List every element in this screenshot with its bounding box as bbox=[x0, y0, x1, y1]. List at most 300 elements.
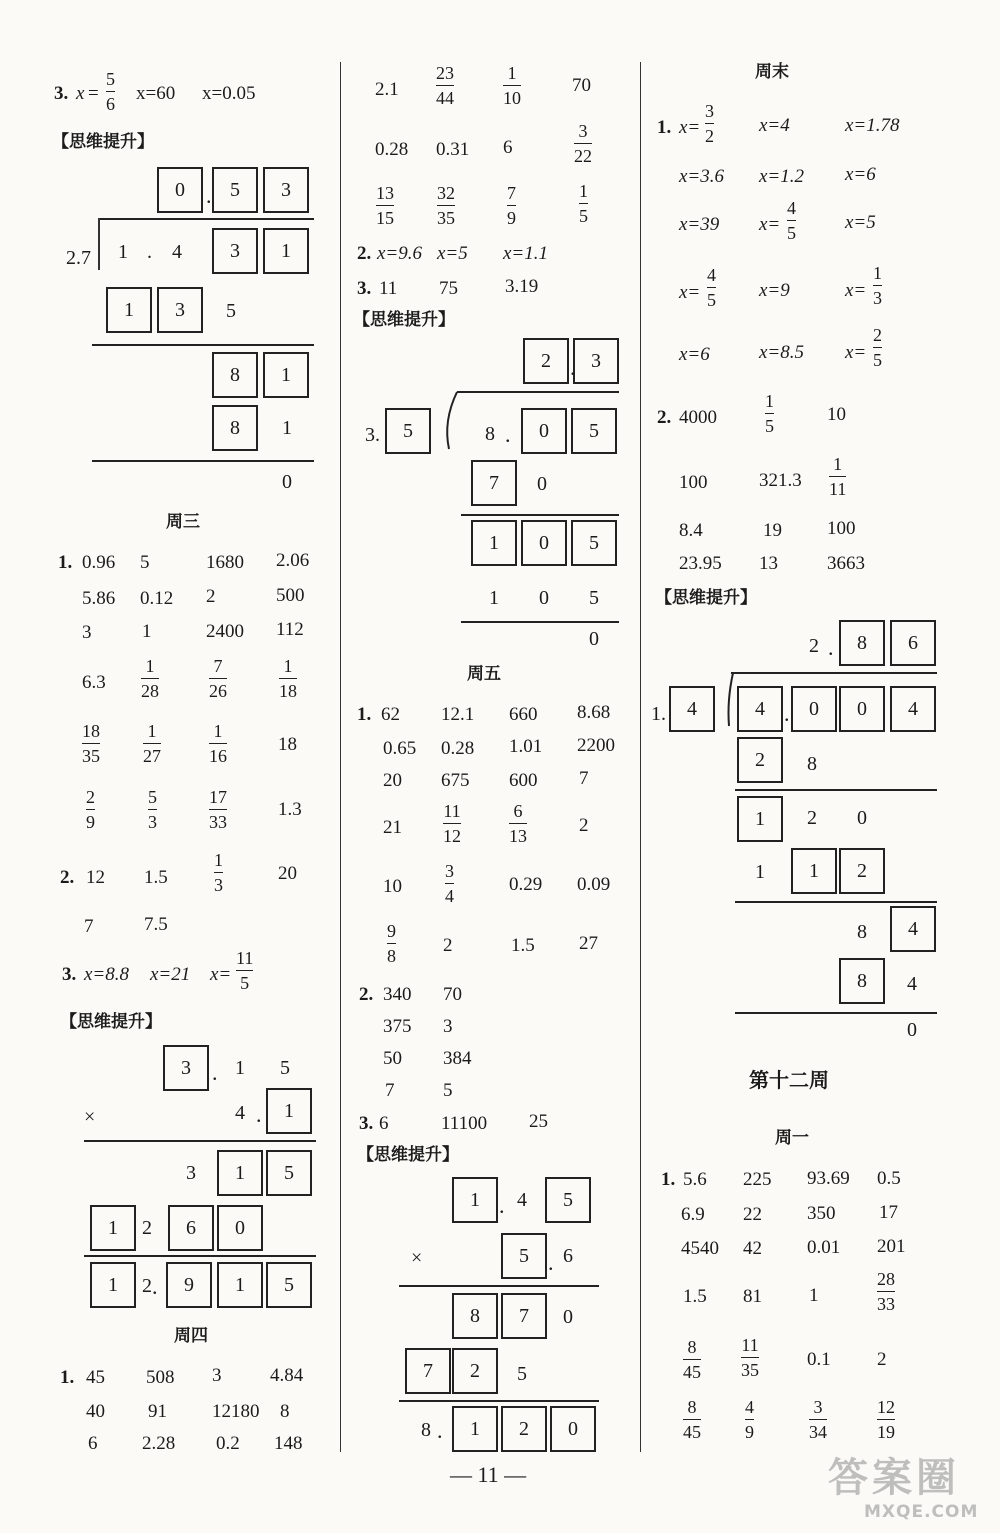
answer: 12.1 bbox=[441, 704, 475, 725]
column-3 bbox=[645, 0, 1000, 1533]
question-number: 3. bbox=[62, 964, 77, 985]
digit: 3 bbox=[186, 1162, 196, 1184]
division-bracket bbox=[723, 672, 737, 728]
answer-box: 0 bbox=[521, 408, 567, 454]
answer: 1.5 bbox=[144, 867, 168, 888]
subtract-line bbox=[735, 789, 937, 791]
answer-box: 8 bbox=[839, 620, 885, 666]
decimal-point: . bbox=[548, 1250, 554, 1275]
digit: 2 bbox=[142, 1217, 152, 1239]
answer: 3663 bbox=[827, 553, 865, 574]
watermark-text: 答案圈 bbox=[828, 1455, 960, 1501]
answer-box: 5 bbox=[385, 408, 431, 454]
answer: 384 bbox=[443, 1048, 472, 1069]
answer: x=39 bbox=[679, 214, 720, 235]
fraction: 13 15 bbox=[376, 183, 394, 228]
answer: 2 bbox=[579, 815, 589, 836]
answer-box: 3 bbox=[263, 167, 309, 213]
answer: 18 bbox=[278, 734, 297, 755]
answer: 0.31 bbox=[436, 139, 470, 160]
question-number: 1. bbox=[60, 1367, 75, 1388]
remainder: 0 bbox=[907, 1019, 917, 1041]
answer: x=1.1 bbox=[503, 243, 549, 264]
section-thinking: 【思维提升】 bbox=[60, 1012, 162, 1032]
answer: 6.3 bbox=[82, 672, 106, 693]
answer: x= bbox=[210, 964, 232, 985]
answer: 4540 bbox=[681, 1238, 719, 1259]
decimal-point: . bbox=[828, 635, 834, 660]
question-number: 2. bbox=[657, 407, 672, 428]
subtract-line bbox=[92, 460, 314, 462]
fraction: 1 28 bbox=[141, 656, 159, 701]
answer: 100 bbox=[827, 518, 856, 539]
answer-box: 1 bbox=[471, 520, 517, 566]
fraction: 32 35 bbox=[437, 183, 455, 228]
watermark-site: MXQE.COM bbox=[864, 1502, 979, 1522]
digit: . bbox=[147, 241, 152, 263]
division-bracket bbox=[441, 391, 461, 451]
answer: 0.65 bbox=[383, 738, 417, 759]
fraction: 1 18 bbox=[279, 656, 297, 701]
answer: 11 bbox=[379, 278, 398, 299]
fraction: 23 44 bbox=[436, 63, 454, 108]
answer-box: 4 bbox=[737, 686, 783, 732]
answer: 8.4 bbox=[679, 520, 703, 541]
answer-box: 1 bbox=[90, 1262, 136, 1308]
answer: 0.01 bbox=[807, 1237, 841, 1258]
answer: 2.1 bbox=[375, 79, 399, 100]
question-number: 1. bbox=[661, 1169, 676, 1190]
answer: 675 bbox=[441, 770, 470, 791]
answer: x=8.8 bbox=[84, 964, 130, 985]
answer-box: 1 bbox=[263, 228, 309, 274]
answer: 20 bbox=[383, 770, 402, 791]
subtract-line bbox=[92, 344, 314, 346]
answer-box: 2 bbox=[501, 1406, 547, 1452]
heading-fri: 周五 bbox=[467, 664, 501, 684]
answer-box: 5 bbox=[266, 1262, 312, 1308]
answer: 6 bbox=[88, 1433, 98, 1454]
digit: 8 bbox=[857, 921, 867, 943]
fraction: 1 16 bbox=[209, 721, 227, 766]
answer-box: 3 bbox=[157, 287, 203, 333]
heading-mon: 周一 bbox=[775, 1128, 809, 1148]
answer-box: 1 bbox=[452, 1177, 498, 1223]
answer: 1 bbox=[142, 621, 152, 642]
fraction: 17 33 bbox=[209, 787, 227, 832]
decimal-point: . bbox=[212, 1060, 218, 1085]
answer-box: 5 bbox=[266, 1150, 312, 1196]
answer: 62 bbox=[381, 704, 400, 725]
fraction: 1 3 bbox=[214, 850, 223, 895]
answer-box: 8 bbox=[839, 958, 885, 1004]
digit: 0 bbox=[857, 807, 867, 829]
answer: 2 bbox=[206, 586, 216, 607]
digit: 2 bbox=[809, 635, 819, 657]
answer: 225 bbox=[743, 1169, 772, 1190]
fraction: 1 5 bbox=[765, 391, 774, 436]
heading-wed: 周三 bbox=[166, 512, 200, 532]
fraction: 4 9 bbox=[745, 1397, 754, 1442]
digit: 2 bbox=[142, 1275, 152, 1297]
answer-box: 5 bbox=[545, 1177, 591, 1223]
answer: x=9.6 bbox=[377, 243, 423, 264]
digit: 0 bbox=[563, 1306, 573, 1328]
answer-box: 0 bbox=[839, 686, 885, 732]
digit: 0 bbox=[537, 473, 547, 495]
digit: 1 bbox=[282, 417, 292, 439]
answer-box: 7 bbox=[501, 1293, 547, 1339]
answer: 350 bbox=[807, 1203, 836, 1224]
decimal-point: . bbox=[256, 1102, 262, 1127]
answer-box: 5 bbox=[212, 167, 258, 213]
answer: 50 bbox=[383, 1048, 402, 1069]
answer: 91 bbox=[148, 1401, 167, 1422]
answer-box: 6 bbox=[890, 620, 936, 666]
answer: 112 bbox=[276, 619, 304, 640]
answer: 20 bbox=[278, 863, 297, 884]
answer: 0.96 bbox=[82, 552, 116, 573]
remainder: 0 bbox=[282, 471, 292, 493]
answer-box: 3 bbox=[163, 1045, 209, 1091]
answer: 148 bbox=[274, 1433, 303, 1454]
answer: 0.29 bbox=[509, 874, 543, 895]
decimal-point: . bbox=[437, 1418, 443, 1443]
answer: 10 bbox=[827, 404, 846, 425]
times-sign: × bbox=[411, 1247, 423, 1269]
answer: 12 bbox=[86, 867, 105, 888]
answer: 13 bbox=[759, 553, 778, 574]
answer: 1.3 bbox=[278, 799, 302, 820]
product-line bbox=[399, 1285, 599, 1287]
answer: 2 bbox=[443, 935, 453, 956]
answer: 0.1 bbox=[807, 1349, 831, 1370]
answer: 4.84 bbox=[270, 1365, 304, 1386]
digit: 8 bbox=[421, 1419, 431, 1441]
digit: 6 bbox=[563, 1245, 573, 1267]
subtract-line bbox=[461, 621, 619, 623]
digit: 4 bbox=[517, 1189, 527, 1211]
answer: 2.06 bbox=[276, 550, 310, 571]
fraction: 18 35 bbox=[82, 721, 100, 766]
digit: 5 bbox=[517, 1363, 527, 1385]
answer: 25 bbox=[529, 1111, 548, 1132]
answer: 10 bbox=[383, 876, 402, 897]
decimal-point: . bbox=[206, 183, 212, 208]
section-thinking: 【思维提升】 bbox=[357, 1145, 459, 1165]
answer: x= bbox=[679, 117, 701, 138]
answer-box: 7 bbox=[405, 1348, 451, 1394]
answer: 5.6 bbox=[683, 1169, 707, 1190]
subtract-line bbox=[461, 514, 619, 516]
answer: 0.28 bbox=[375, 139, 409, 160]
answer: x= bbox=[845, 342, 867, 363]
answer: 201 bbox=[877, 1236, 906, 1257]
answer: 5 bbox=[443, 1080, 453, 1101]
answer: 7 bbox=[579, 768, 589, 789]
answer: x=6 bbox=[679, 344, 710, 365]
answer: 6.9 bbox=[681, 1204, 705, 1225]
answer-box: 5 bbox=[571, 408, 617, 454]
fraction: 1 3 bbox=[873, 263, 882, 308]
answer: x= bbox=[845, 280, 867, 301]
answer-box: 1 bbox=[106, 287, 152, 333]
answer: x= bbox=[759, 214, 781, 235]
fraction: 1 5 bbox=[579, 181, 588, 226]
digit: 1 bbox=[755, 861, 765, 883]
answer-box: 7 bbox=[471, 460, 517, 506]
answer: x=9 bbox=[759, 280, 790, 301]
division-bar bbox=[457, 391, 619, 393]
digit: 1 bbox=[489, 587, 499, 609]
answer: 0.5 bbox=[877, 1168, 901, 1189]
digit: 0 bbox=[539, 587, 549, 609]
decimal-point: . bbox=[570, 355, 576, 380]
answer: 1 bbox=[809, 1285, 819, 1306]
answer: 1.5 bbox=[683, 1286, 707, 1307]
answer-box: 3 bbox=[573, 338, 619, 384]
question-number: 2. bbox=[60, 867, 75, 888]
answer-box: 5 bbox=[571, 520, 617, 566]
question-number: 3. bbox=[54, 83, 69, 104]
digit: 3. bbox=[365, 424, 380, 446]
fraction: 3 2 bbox=[705, 101, 714, 146]
digit: 4 bbox=[907, 973, 917, 995]
answer: 375 bbox=[383, 1016, 412, 1037]
answer-box: 1 bbox=[217, 1262, 263, 1308]
fraction: 11 12 bbox=[443, 801, 461, 846]
answer-box: 2 bbox=[737, 737, 783, 783]
fraction: 5 3 bbox=[148, 787, 157, 832]
answer: 11100 bbox=[441, 1113, 488, 1134]
answer: x=60 bbox=[136, 83, 176, 104]
answer-box: 2 bbox=[452, 1348, 498, 1394]
answer-box: 8 bbox=[452, 1293, 498, 1339]
answer: 0.28 bbox=[441, 738, 475, 759]
answer: 1680 bbox=[206, 552, 244, 573]
answer: 3 bbox=[212, 1365, 222, 1386]
watermark-logo bbox=[820, 1440, 990, 1528]
answer-box: 4 bbox=[669, 686, 715, 732]
division-bracket bbox=[98, 218, 100, 270]
answer-box: 0 bbox=[550, 1406, 596, 1452]
fraction: 1 11 bbox=[829, 454, 847, 499]
answer: 40 bbox=[86, 1401, 105, 1422]
answer-box: 1 bbox=[90, 1205, 136, 1251]
answer-box: 0 bbox=[217, 1205, 263, 1251]
answer: x=4 bbox=[759, 115, 790, 136]
answer: 3.19 bbox=[505, 276, 539, 297]
times-sign: × bbox=[84, 1106, 96, 1128]
heading-thu: 周四 bbox=[174, 1326, 208, 1346]
answer: 7 bbox=[385, 1080, 395, 1101]
answer: 23.95 bbox=[679, 553, 722, 574]
fraction: 8 45 bbox=[683, 1337, 701, 1382]
question-number: 1. bbox=[58, 552, 73, 573]
digit: 1 bbox=[118, 241, 128, 263]
decimal-point: . bbox=[499, 1193, 505, 1218]
answer-box: 1 bbox=[737, 796, 783, 842]
answer: 81 bbox=[743, 1286, 762, 1307]
digit: 5 bbox=[589, 587, 599, 609]
answer: x=1.78 bbox=[845, 115, 900, 136]
fraction: 28 33 bbox=[877, 1269, 895, 1314]
fraction: 7 9 bbox=[507, 183, 516, 228]
product-line bbox=[84, 1140, 316, 1142]
fraction: 6 13 bbox=[509, 801, 527, 846]
answer: 4000 bbox=[679, 407, 717, 428]
fraction: 11 5 bbox=[236, 948, 254, 993]
equals: = bbox=[88, 83, 99, 104]
answer-box: 1 bbox=[217, 1150, 263, 1196]
answer: 70 bbox=[572, 75, 591, 96]
var: x bbox=[76, 83, 85, 104]
answer: 6 bbox=[503, 137, 513, 158]
answer: x=8.5 bbox=[759, 342, 805, 363]
fraction: 5 6 bbox=[106, 69, 115, 114]
answer-box: 1 bbox=[263, 352, 309, 398]
fraction: 2 5 bbox=[873, 325, 882, 370]
answer: 340 bbox=[383, 984, 412, 1005]
answer-box: 8 bbox=[212, 352, 258, 398]
answer: x=0.05 bbox=[202, 83, 256, 104]
answer: 100 bbox=[679, 472, 708, 493]
answer-box: 1 bbox=[452, 1406, 498, 1452]
answer: 45 bbox=[86, 1367, 105, 1388]
answer: x=21 bbox=[150, 964, 191, 985]
answer: 2.28 bbox=[142, 1433, 176, 1454]
heading-weekend: 周末 bbox=[755, 62, 789, 82]
answer: 7 bbox=[84, 916, 94, 937]
answer: 3 bbox=[82, 622, 92, 643]
answer: 70 bbox=[443, 984, 462, 1005]
answer: 42 bbox=[743, 1238, 762, 1259]
section-thinking: 【思维提升】 bbox=[353, 310, 455, 330]
answer-box: 1 bbox=[791, 848, 837, 894]
answer: 2200 bbox=[577, 735, 615, 756]
fraction: 4 5 bbox=[707, 265, 716, 310]
question-number: 2. bbox=[359, 984, 374, 1005]
fraction: 3 34 bbox=[809, 1397, 827, 1442]
answer: 660 bbox=[509, 704, 538, 725]
heading-week12: 第十二周 bbox=[749, 1068, 829, 1092]
answer-box: 6 bbox=[168, 1205, 214, 1251]
fraction: 4 5 bbox=[787, 198, 796, 243]
decimal-point: . bbox=[505, 422, 511, 447]
answer: x=3.6 bbox=[679, 166, 725, 187]
answer-box: 9 bbox=[166, 1262, 212, 1308]
answer-box: 8 bbox=[212, 405, 258, 451]
subtract-line bbox=[735, 901, 937, 903]
question-number: 3. bbox=[359, 1113, 374, 1134]
column-divider-1 bbox=[340, 62, 341, 1452]
section-thinking: 【思维提升】 bbox=[655, 588, 757, 608]
answer-box: 3 bbox=[212, 228, 258, 274]
answer: x= bbox=[679, 282, 701, 303]
answer-box: 5 bbox=[501, 1233, 547, 1279]
answer: 0.09 bbox=[577, 874, 611, 895]
answer: x=5 bbox=[437, 243, 468, 264]
answer: 321.3 bbox=[759, 470, 802, 491]
answer-box: 0 bbox=[521, 520, 567, 566]
digit: 8 bbox=[807, 753, 817, 775]
fraction: 3 22 bbox=[574, 121, 592, 166]
fraction: 9 8 bbox=[387, 921, 396, 966]
answer-box: 0 bbox=[157, 167, 203, 213]
subtract-line bbox=[735, 1012, 937, 1014]
digit: 1 bbox=[235, 1057, 245, 1079]
answer: 508 bbox=[146, 1367, 175, 1388]
decimal-point: . bbox=[152, 1274, 158, 1299]
digit: 8 bbox=[485, 423, 495, 445]
divisor: 2.7 bbox=[66, 247, 91, 269]
answer: x=1.2 bbox=[759, 166, 805, 187]
division-bar bbox=[98, 218, 314, 220]
answer: 27 bbox=[579, 933, 598, 954]
answer: x=5 bbox=[845, 212, 876, 233]
fraction: 1 10 bbox=[503, 63, 521, 108]
answer-box: 0 bbox=[791, 686, 837, 732]
column-1 bbox=[30, 0, 340, 1533]
fraction: 12 19 bbox=[877, 1397, 895, 1442]
division-bar bbox=[731, 672, 937, 674]
fraction: 11 35 bbox=[741, 1335, 759, 1380]
answer: 3 bbox=[443, 1016, 453, 1037]
answer: x=6 bbox=[845, 164, 876, 185]
digit: 2 bbox=[807, 807, 817, 829]
digit: 5 bbox=[280, 1057, 290, 1079]
answer: 2400 bbox=[206, 621, 244, 642]
decimal-point: . bbox=[784, 701, 790, 726]
answer-box: 4 bbox=[890, 686, 936, 732]
answer: 6 bbox=[379, 1113, 389, 1134]
answer-box: 2 bbox=[839, 848, 885, 894]
answer-box: 4 bbox=[890, 906, 936, 952]
digit: 1. bbox=[651, 703, 666, 725]
answer: 21 bbox=[383, 817, 402, 838]
section-thinking: 【思维提升】 bbox=[52, 132, 154, 152]
answer: 5 bbox=[140, 552, 150, 573]
fraction: 3 4 bbox=[445, 861, 454, 906]
question-number: 2. bbox=[357, 243, 372, 264]
fraction: 7 26 bbox=[209, 656, 227, 701]
page-number: — 11 — bbox=[450, 1462, 527, 1487]
answer-box: 2 bbox=[523, 338, 569, 384]
answer: 17 bbox=[879, 1202, 898, 1223]
answer-box: 1 bbox=[266, 1088, 312, 1134]
answer: 8 bbox=[280, 1401, 290, 1422]
question-number: 1. bbox=[357, 704, 372, 725]
answer: 0.2 bbox=[216, 1433, 240, 1454]
question-number: 1. bbox=[657, 117, 672, 138]
fraction: 8 45 bbox=[683, 1397, 701, 1442]
answer: 0.12 bbox=[140, 588, 174, 609]
answer: 1.5 bbox=[511, 935, 535, 956]
fraction: 1 27 bbox=[143, 721, 161, 766]
digit: 4 bbox=[235, 1102, 245, 1124]
question-number: 3. bbox=[357, 278, 372, 299]
answer: 8.68 bbox=[577, 702, 611, 723]
answer: 500 bbox=[276, 585, 305, 606]
answer: 19 bbox=[763, 520, 782, 541]
answer: 1.01 bbox=[509, 736, 543, 757]
digit: 5 bbox=[226, 300, 236, 322]
answer: 2 bbox=[877, 1349, 887, 1370]
fraction: 2 9 bbox=[86, 787, 95, 832]
answer: 75 bbox=[439, 278, 458, 299]
product-line bbox=[84, 1255, 316, 1257]
answer: 22 bbox=[743, 1204, 762, 1225]
